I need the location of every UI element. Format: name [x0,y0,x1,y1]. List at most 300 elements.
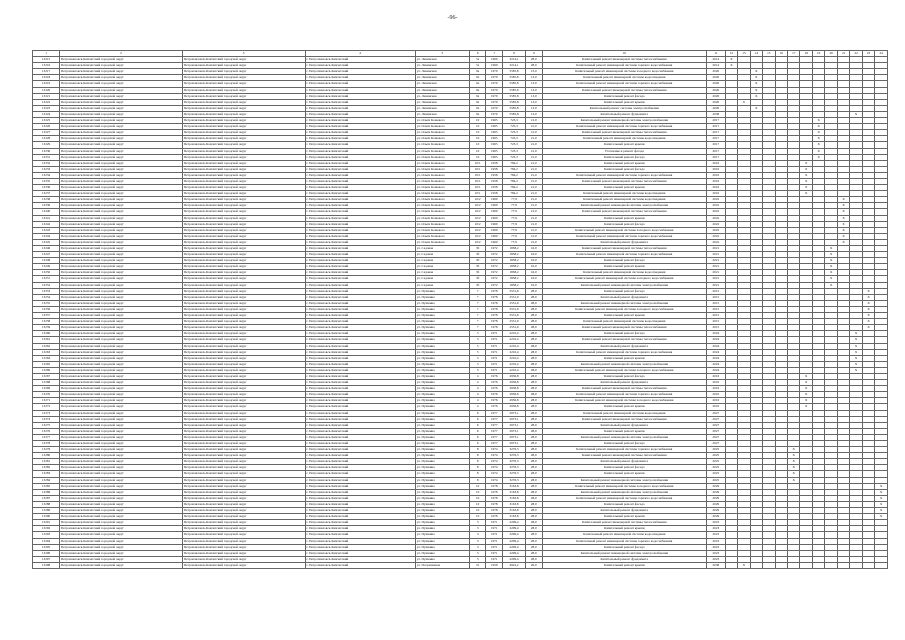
table-cell: Капитальный ремонт крыши [542,99,706,105]
table-cell: Петропавловск-Камчатский городской округ [60,75,183,81]
table-cell: 2209,4 [503,538,526,544]
table-cell: X [750,69,762,75]
table-cell: 1958 [486,166,503,172]
table-cell: Петропавловск-Камчатский городской округ [182,75,305,81]
table-cell: Капитальный ремонт инженерной системы водоотведения [542,319,706,325]
table-cell: 3 [469,532,486,538]
table-cell: 5585,8 [503,69,526,75]
table-cell: Капитальный ремонт инженерной системы электроснабжения [542,118,706,124]
table-cell: 2016 [706,166,725,172]
table-cell: 7 [469,319,486,325]
table-cell: X [788,477,800,483]
column-number: 16 [775,51,787,57]
table-cell: 1958 [486,178,503,184]
table-cell: Петропавловск-Камчатский городской округ [182,185,305,191]
table-cell: г. Петропавловск-Камчатский [305,544,415,550]
table-cell: 784,2 [503,185,526,191]
table-cell: Петропавловск-Камчатский городской округ [60,410,183,416]
table-cell: 10/1 [469,166,486,172]
table-cell: 1972 [486,264,503,270]
table-cell: 2023 [706,538,725,544]
table-cell: Петропавловск-Камчатский городской округ [60,282,183,288]
table-cell: 13,0 [525,111,542,117]
table-cell: Капитальный ремонт инженерной системы горячего водоснабжения [542,392,706,398]
table-cell: Капитальный ремонт крыши [542,562,706,568]
table-cell: 2973,1 [503,441,526,447]
table-cell: Капитальный ремонт инженерной системы водоотведения [542,191,706,197]
table-cell: Петропавловск-Камчатский городской округ [60,105,183,111]
table-cell: X [837,203,849,209]
table-cell: г. Петропавловск-Камчатский [305,514,415,520]
table-cell: 2936,8 [503,380,526,386]
table-cell: 8 [469,477,486,483]
table-cell: Капитальный ремонт инженерной системы теплоснабжения [542,178,706,184]
table-cell: Капитальный ремонт инженерной системы водоотведения [542,270,706,276]
table-cell: Капитальный ремонт крыши [542,471,706,477]
table-cell: Капитальный ремонт крыши [542,160,706,166]
table-cell [825,562,837,568]
table-cell: 10 [469,508,486,514]
table-cell: 1960 [486,239,503,245]
table-cell: 1960 [486,57,503,63]
table-cell: 5 [469,355,486,361]
table-cell: 2025 [706,471,725,477]
table-cell: 3 [469,520,486,526]
table-cell: 10/2 [469,221,486,227]
table-cell: 13248 [33,258,60,264]
table-cell: ул. Садовая [415,246,469,252]
table-cell: 10/1 [469,160,486,166]
table-cell: ул. Пушкина [415,532,469,538]
table-cell: 13223 [33,105,60,111]
column-number: 6 [469,51,486,57]
table-cell: 10/2 [469,233,486,239]
table-cell: 1970 [486,111,503,117]
table-cell: 3163,8 [503,495,526,501]
column-number: 10 [542,51,706,57]
table-cell: Петропавловск-Камчатский городской округ [182,172,305,178]
table-cell: г. Петропавловск-Камчатский [305,154,415,160]
table-cell: 13,0 [525,75,542,81]
table-cell: г. Петропавловск-Камчатский [305,306,415,312]
table-cell: 13220 [33,87,60,93]
table-cell: 13232 [33,160,60,166]
table-cell: 1971 [486,367,503,373]
table-cell: ул. Пушкина [415,386,469,392]
table-cell: 2016 [706,373,725,379]
column-number: 12 [725,51,737,57]
table-cell: 2021 [706,246,725,252]
table-cell: 1977 [486,422,503,428]
table-cell: ул. Ленинская [415,81,469,87]
table-cell: Петропавловск-Камчатский городской округ [60,526,183,532]
table-cell: X [812,118,824,124]
table-cell: 1965 [486,130,503,136]
table-cell: 21,0 [525,197,542,203]
table-cell: Капитальный ремонт инженерной системы горячего водоснабжения [542,124,706,130]
table-cell: Петропавловск-Камчатский городской округ [182,404,305,410]
table-cell: 16,0 [525,282,542,288]
table-cell: 1960 [486,63,503,69]
table-cell: ул. Пушкина [415,367,469,373]
table-cell: ул. Пушкина [415,404,469,410]
table-cell: 2015 [706,288,725,294]
table-cell: 13267 [33,373,60,379]
table-cell: 3163,8 [503,489,526,495]
table-cell: Капитальный ремонт фундамента [542,294,706,300]
table-cell: X [788,465,800,471]
table-cell: Петропавловск-Камчатский городской округ [60,57,183,63]
table-cell: 1971 [486,526,503,532]
table-cell: 5 [469,361,486,367]
table-cell: Капитальный ремонт фасада [542,93,706,99]
table-cell: 16,0 [525,252,542,258]
table-cell: 1838,2 [503,246,526,252]
table-cell: 4 [469,392,486,398]
table-cell: ул. Садовая [415,252,469,258]
table-cell: 3214,1 [503,63,526,69]
table-cell: Петропавловск-Камчатский городской округ [60,264,183,270]
table-cell: 13,0 [525,81,542,87]
table-cell: 4 [469,398,486,404]
table-cell: Петропавловск-Камчатский городской округ [182,337,305,343]
table-cell: X [850,331,862,337]
table-cell: 1971 [486,361,503,367]
table-cell: г. Петропавловск-Камчатский [305,233,415,239]
table-cell: ул. Пушкина [415,343,469,349]
table-cell: Капитальный ремонт инженерной системы холодного водоснабжения [542,227,706,233]
table-cell: Капитальный ремонт инженерной системы водоотведения [542,410,706,416]
table-cell: Петропавловск-Камчатский городской округ [60,428,183,434]
table-cell: г. Петропавловск-Камчатский [305,160,415,166]
table-cell [750,562,762,568]
table-cell: Петропавловск-Камчатский городской округ [182,331,305,337]
table-cell: 9а [469,105,486,111]
table-cell: 2025 [706,447,725,453]
table-cell: 2021 [706,264,725,270]
table-cell: г. Петропавловск-Камчатский [305,501,415,507]
table-cell: 1978 [486,483,503,489]
table-cell: 7 [469,294,486,300]
table-cell: 2209,4 [503,532,526,538]
table-cell: 13266 [33,367,60,373]
table-cell: X [788,453,800,459]
table-cell: 1960 [486,197,503,203]
table-cell: ул. Пушкина [415,520,469,526]
table-cell: X [812,136,824,142]
table-cell: 1976 [486,404,503,410]
table-cell: 77,9 [503,203,526,209]
table-cell: 1974 [486,453,503,459]
table-cell: 1971 [486,343,503,349]
table-cell: Петропавловск-Камчатский городской округ [60,209,183,215]
table-cell: 9а [469,99,486,105]
table-cell: 2016 [706,160,725,166]
table-cell: 21,0 [525,178,542,184]
table-cell: 2025 [706,453,725,459]
table-cell: 3163,8 [503,483,526,489]
table-cell: 13235 [33,178,60,184]
table-cell: г. Петропавловск-Камчатский [305,63,415,69]
table-cell: 10/1 [469,172,486,178]
table-cell: Капитальный ремонт инженерной системы горячего водоснабжения [542,538,706,544]
table-cell: 10/1 [469,185,486,191]
table-cell: Капитальный ремонт крыши [542,355,706,361]
table-cell: г. Петропавловск-Камчатский [305,453,415,459]
table-cell: ул. Пушкина [415,453,469,459]
table-cell: г. Петропавловск-Камчатский [305,373,415,379]
table-cell: Капитальный ремонт крыши [542,215,706,221]
table-cell: Петропавловск-Камчатский городской округ [60,556,183,562]
table-cell: Капитальный ремонт инженерной системы водоотведения [542,136,706,142]
table-cell: 2531,9 [503,313,526,319]
table-cell: 2017 [706,118,725,124]
table-cell: Петропавловск-Камчатский городской округ [182,105,305,111]
table-cell: Капитальный ремонт инженерной системы теплоснабжения [542,130,706,136]
table-cell: 28,0 [525,434,542,440]
table-cell: 5а [469,63,486,69]
table-cell: Петропавловск-Камчатский городской округ [60,367,183,373]
table-cell: 3214,1 [503,57,526,63]
table-cell: Петропавловск-Камчатский городской округ [60,337,183,343]
table-cell: Петропавловск-Камчатский городской округ [60,489,183,495]
table-cell: ул. Ольги Кошевого [415,227,469,233]
table-cell: 5585,8 [503,81,526,87]
table-cell: г. Петропавловск-Камчатский [305,325,415,331]
table-cell: г. Петропавловск-Камчатский [305,538,415,544]
table-cell: Петропавловск-Камчатский городской округ [182,514,305,520]
table-cell: Капитальный ремонт инженерной системы теплоснабжения [542,416,706,422]
table-cell: 2016 [706,404,725,410]
table-cell: 13276 [33,428,60,434]
table-cell: 13256 [33,306,60,312]
table-cell: Петропавловск-Камчатский городской округ [182,562,305,568]
table-cell: 1958 [486,172,503,178]
table-cell: ул. Ленинская [415,63,469,69]
table-cell: ул. Пушкина [415,538,469,544]
table-cell: Петропавловск-Камчатский городской округ [60,160,183,166]
table-cell: Петропавловск-Камчатский городской округ [182,197,305,203]
table-cell: Петропавловск-Камчатский городской округ [60,380,183,386]
table-cell: Петропавловск-Камчатский городской округ [60,142,183,148]
table-cell: 28,0 [525,319,542,325]
column-number: 23 [862,51,874,57]
table-cell: 1970 [486,87,503,93]
table-cell: ул. Пушкина [415,495,469,501]
table-cell: 13290 [33,514,60,520]
table-cell: Капитальный ремонт фундамента [542,422,706,428]
table-cell: 13261 [33,337,60,343]
table-cell: г. Петропавловск-Камчатский [305,398,415,404]
table-cell: 13297 [33,556,60,562]
table-cell: 1971 [486,532,503,538]
table-cell: 2973,1 [503,410,526,416]
table-cell: 2025 [706,459,725,465]
table-cell: X [850,111,862,117]
table-cell: Петропавловск-Камчатский городской округ [182,544,305,550]
table-cell: 21,0 [525,118,542,124]
table-cell: 13292 [33,526,60,532]
table-cell: Петропавловск-Камчатский городской округ [182,246,305,252]
table-cell: 1960 [486,203,503,209]
column-number: 22 [850,51,862,57]
table-cell: 2022 [706,197,725,203]
table-cell: 13279 [33,447,60,453]
table-cell: 10 [469,124,486,130]
table-cell: X [825,246,837,252]
table-cell: 1970 [486,75,503,81]
table-cell: 1960 [486,221,503,227]
table-cell: г. Петропавловск-Камчатский [305,319,415,325]
table-cell: Петропавловск-Камчатский городской округ [60,276,183,282]
table-cell: ул. Ольги Кошевого [415,154,469,160]
table-cell: г. Петропавловск-Камчатский [305,434,415,440]
table-cell: ул. Ольги Кошевого [415,166,469,172]
table-cell: 4 [469,373,486,379]
table-cell: Петропавловск-Камчатский городской округ [182,325,305,331]
table-cell: 1960 [486,215,503,221]
table-cell: 4 [469,380,486,386]
table-cell: 21,0 [525,142,542,148]
table-cell: 1960 [486,209,503,215]
table-cell: 1974 [486,471,503,477]
table-cell: 3163,8 [503,514,526,520]
table-cell: X [862,306,874,312]
table-cell: 2023 [706,544,725,550]
table-cell: 21,0 [525,130,542,136]
table-cell: Петропавловск-Камчатский городской округ [182,111,305,117]
table-cell: 10/2 [469,209,486,215]
table-cell: Петропавловск-Камчатский городской округ [60,349,183,355]
table-cell: 1972 [486,282,503,288]
table-cell: ул. Пушкина [415,501,469,507]
table-cell: Петропавловск-Камчатский городской округ [182,520,305,526]
table-cell: Петропавловск-Камчатский городской округ [182,508,305,514]
table-cell: 1838,2 [503,270,526,276]
table-cell: 5 [469,337,486,343]
table-cell: 9а [469,111,486,117]
table-cell: ул. Пушкина [415,288,469,294]
column-number: 24 [875,51,888,57]
table-cell: 3 [469,544,486,550]
table-cell: 6 [469,410,486,416]
table-cell: Капитальный ремонт инженерной системы теплоснабжения [542,386,706,392]
table-cell: 2531,9 [503,306,526,312]
table-cell: 28,0 [525,343,542,349]
table-cell: Петропавловск-Камчатский городской округ [182,136,305,142]
table-cell: 28,0 [525,489,542,495]
table-cell: 10 [469,501,486,507]
table-cell [812,562,824,568]
table-cell: ул. Ольги Кошевого [415,178,469,184]
table-cell: X [825,270,837,276]
table-cell: X [850,337,862,343]
table-cell: 2022 [706,209,725,215]
table-cell: 13222 [33,99,60,105]
table-cell: г. Петропавловск-Камчатский [305,556,415,562]
table-cell: Капитальный ремонт крыши [542,514,706,520]
table-cell: г. Петропавловск-Камчатский [305,361,415,367]
table-cell: 10/1 [469,178,486,184]
table-cell: Петропавловск-Камчатский городской округ [60,258,183,264]
table-cell: Петропавловск-Камчатский городской округ [60,63,183,69]
table-cell: Петропавловск-Камчатский городской округ [182,392,305,398]
table-cell: г. Петропавловск-Камчатский [305,562,415,568]
table-cell: 7 [469,288,486,294]
table-cell: 28,0 [525,313,542,319]
table-cell: 2016 [706,380,725,386]
table-cell: г. Петропавловск-Камчатский [305,477,415,483]
table-row [33,562,888,568]
table-cell: 9а [469,93,486,99]
table-cell: ул. Ольги Кошевого [415,191,469,197]
table-cell: 1838,2 [503,276,526,282]
table-cell: 7 [469,313,486,319]
table-cell: 3 [469,526,486,532]
table-cell: Петропавловск-Камчатский городской округ [182,300,305,306]
table-cell: 1958 [486,191,503,197]
table-cell: Петропавловск-Камчатский городской округ [182,215,305,221]
table-cell: г. Петропавловск-Камчатский [305,142,415,148]
table-cell: Капитальный ремонт крыши [542,526,706,532]
table-cell: Петропавловск-Камчатский городской округ [182,118,305,124]
table-cell: 2209,4 [503,550,526,556]
table-cell: ул. Пушкина [415,294,469,300]
table-cell: Капитальный ремонт крыши [542,404,706,410]
table-cell: 13265 [33,361,60,367]
table-cell: X [875,508,888,514]
table-cell: Петропавловск-Камчатский городской округ [60,520,183,526]
table-cell: 2023 [706,532,725,538]
table-cell: ул. Пушкина [415,416,469,422]
table-cell: ул. Садовая [415,270,469,276]
table-cell: г. Петропавловск-Камчатский [305,428,415,434]
table-cell: г. Петропавловск-Камчатский [305,483,415,489]
table-cell: г. Петропавловск-Камчатский [305,264,415,270]
table-cell: г. Петропавловск-Камчатский [305,81,415,87]
table-cell: 5 [469,331,486,337]
table-cell [837,562,849,568]
table-cell: Петропавловск-Камчатский городской округ [60,355,183,361]
table-cell: ул. Пушкина [415,465,469,471]
table-cell: Капитальный ремонт инженерной системы водоотведения [542,197,706,203]
table-cell: 28,0 [525,501,542,507]
table-cell: 2022 [706,227,725,233]
table-cell: 28,0 [525,514,542,520]
table-cell: г. Петропавловск-Камчатский [305,166,415,172]
table-cell: Петропавловск-Камчатский городской округ [182,154,305,160]
table-cell: 28,0 [525,288,542,294]
table-cell: ул. Ольги Кошевого [415,172,469,178]
table-cell: Петропавловск-Камчатский городской округ [182,361,305,367]
table-cell: Петропавловск-Камчатский городской округ [60,441,183,447]
table-cell: ул. Ленинская [415,75,469,81]
table-cell: Петропавловск-Камчатский городской округ [182,441,305,447]
table-cell: Петропавловск-Камчатский городской округ [60,319,183,325]
table-cell: 1838,2 [503,252,526,258]
table-cell: 3б [469,282,486,288]
table-cell: Петропавловск-Камчатский городской округ [60,361,183,367]
table-cell: Петропавловск-Камчатский городской округ [182,550,305,556]
table-cell: 16,0 [525,264,542,270]
table-cell: Петропавловск-Камчатский городской округ [60,562,183,568]
table-cell: Петропавловск-Камчатский городской округ [182,398,305,404]
table-cell: 28,0 [525,556,542,562]
table-cell: ул. Ольги Кошевого [415,209,469,215]
table-cell: 784,2 [503,160,526,166]
column-number: 19 [812,51,824,57]
table-cell: г. Петропавловск-Камчатский [305,252,415,258]
